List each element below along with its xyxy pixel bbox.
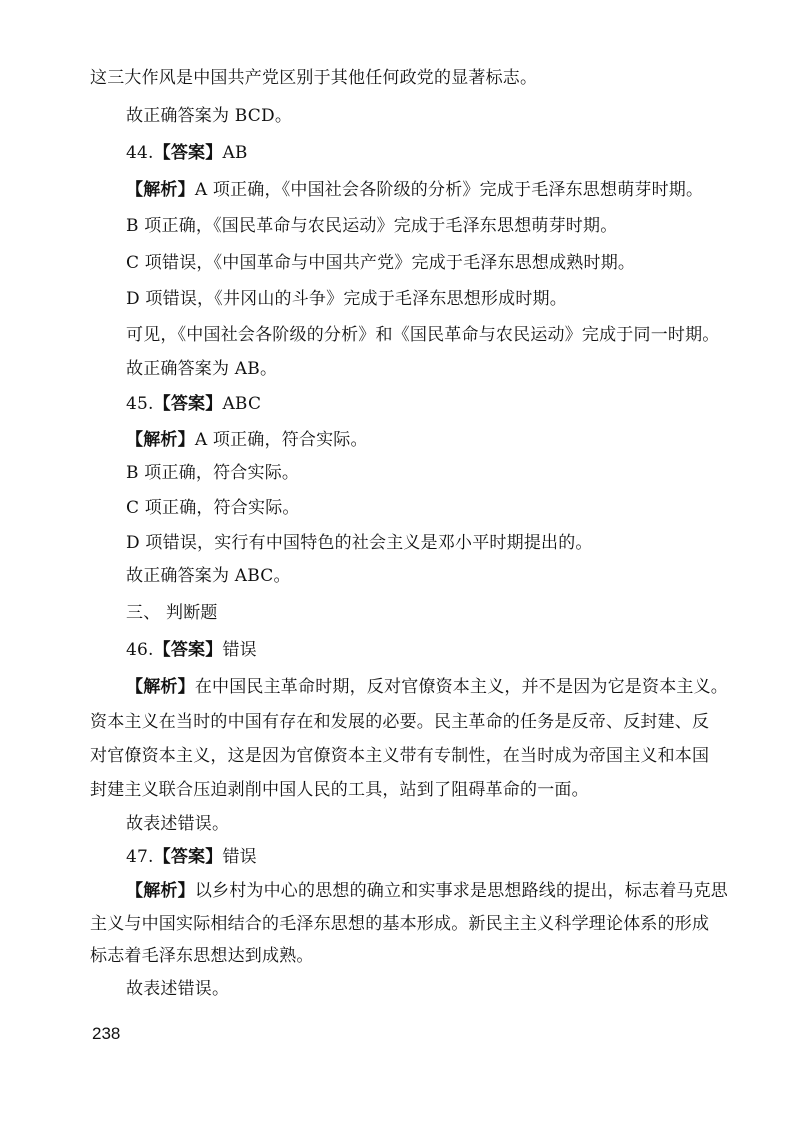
- text-line: 标志着毛泽东思想达到成熟。: [90, 946, 314, 966]
- text-line: B 项正确，《国民革命与农民运动》完成于毛泽东思想萌芽时期。: [126, 216, 618, 236]
- question-46-answer: 46.【答案】错误: [126, 640, 257, 660]
- answer-line: 故表述错误。: [126, 814, 230, 834]
- text-line: 可见，《中国社会各阶级的分析》和《国民革命与农民运动》完成于同一时期。: [126, 325, 720, 345]
- question-47-answer: 47.【答案】错误: [126, 847, 257, 867]
- question-44-answer: 44.【答案】AB: [126, 143, 248, 163]
- text-line: 对官僚资本主义，这是因为官僚资本主义带有专制性，在当时成为帝国主义和本国: [90, 746, 710, 766]
- page-number: 238: [92, 1024, 121, 1043]
- answer-line: 故表述错误。: [126, 979, 230, 999]
- question-44-analysis: 【解析】A 项正确，《中国社会各阶级的分析》完成于毛泽东思想萌芽时期。: [126, 180, 704, 200]
- text-line: C 项正确，符合实际。: [126, 498, 300, 518]
- text-line: D 项错误，实行有中国特色的社会主义是邓小平时期提出的。: [126, 533, 593, 553]
- question-47-analysis: 【解析】以乡村为中心的思想的确立和实事求是思想路线的提出，标志着马克思: [126, 881, 729, 901]
- answer-line: 故正确答案为 ABC。: [126, 566, 291, 586]
- text-line: B 项正确，符合实际。: [126, 463, 300, 483]
- text-line: D 项错误，《井冈山的斗争》完成于毛泽东思想形成时期。: [126, 289, 567, 309]
- answer-line: 故正确答案为 AB。: [126, 359, 278, 379]
- question-45-answer: 45.【答案】ABC: [126, 394, 262, 414]
- question-46-analysis: 【解析】在中国民主革命时期，反对官僚资本主义，并不是因为它是资本主义。: [126, 677, 729, 697]
- section-heading: 三、 判断题: [126, 603, 218, 623]
- text-line: 这三大作风是中国共产党区别于其他任何政党的显著标志。: [90, 68, 538, 88]
- text-line: 封建主义联合压迫剥削中国人民的工具，站到了阻碍革命的一面。: [90, 780, 589, 800]
- question-45-analysis: 【解析】A 项正确，符合实际。: [126, 430, 368, 450]
- text-line: 主义与中国实际相结合的毛泽东思想的基本形成。新民主主义科学理论体系的形成: [90, 914, 710, 934]
- answer-line: 故正确答案为 BCD。: [126, 106, 293, 126]
- text-line: 资本主义在当时的中国有存在和发展的必要。民主革命的任务是反帝、反封建、反: [90, 712, 710, 732]
- text-line: C 项错误，《中国革命与中国共产党》完成于毛泽东思想成熟时期。: [126, 253, 636, 273]
